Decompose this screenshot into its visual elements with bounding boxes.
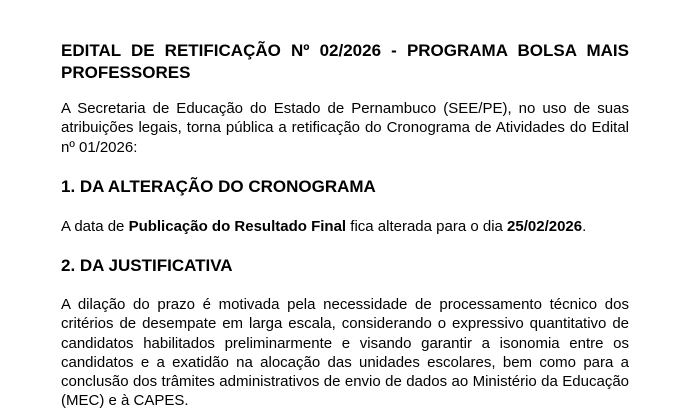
section-1-heading: 1. DA ALTERAÇÃO DO CRONOGRAMA [61, 177, 376, 196]
document-title: EDITAL DE RETIFICAÇÃO Nº 02/2026 - PROGRAMA BOLSA MAIS PROFESSORES [61, 41, 629, 82]
section-1-event-name: Publicação do Resultado Final [128, 218, 347, 235]
section-2-paragraph: A dilação do prazo é motivada pela necessidade de processamento técnico dos critérios de desempate em larga escala, considerando o expressivo quantitativo de candidatos habilitados preliminarmente e visando garantir a isonomia entre os candidatos e a exatidão na alocação das unidades escolares, bem como para a conclusão dos trâmites administrativos de envio de dados ao Ministério da Educação (MEC) e à CAPES. [61, 296, 629, 410]
section-1-text-after: . [582, 218, 587, 235]
section-1-text-before: A data de [61, 218, 129, 235]
intro-paragraph: A Secretaria de Educação do Estado de Pernambuco (SEE/PE), no uso de suas atribuições legais, torna pública a retificação do Cronograma de Atividades do Edital nº 01/2026: [61, 100, 629, 156]
section-1-new-date: 25/02/2026 [507, 218, 583, 235]
section-1-text-middle: fica alterada para o dia [346, 218, 508, 235]
section-1-paragraph [61, 217, 629, 236]
section-2-heading: 2. DA JUSTIFICATIVA [61, 256, 233, 275]
